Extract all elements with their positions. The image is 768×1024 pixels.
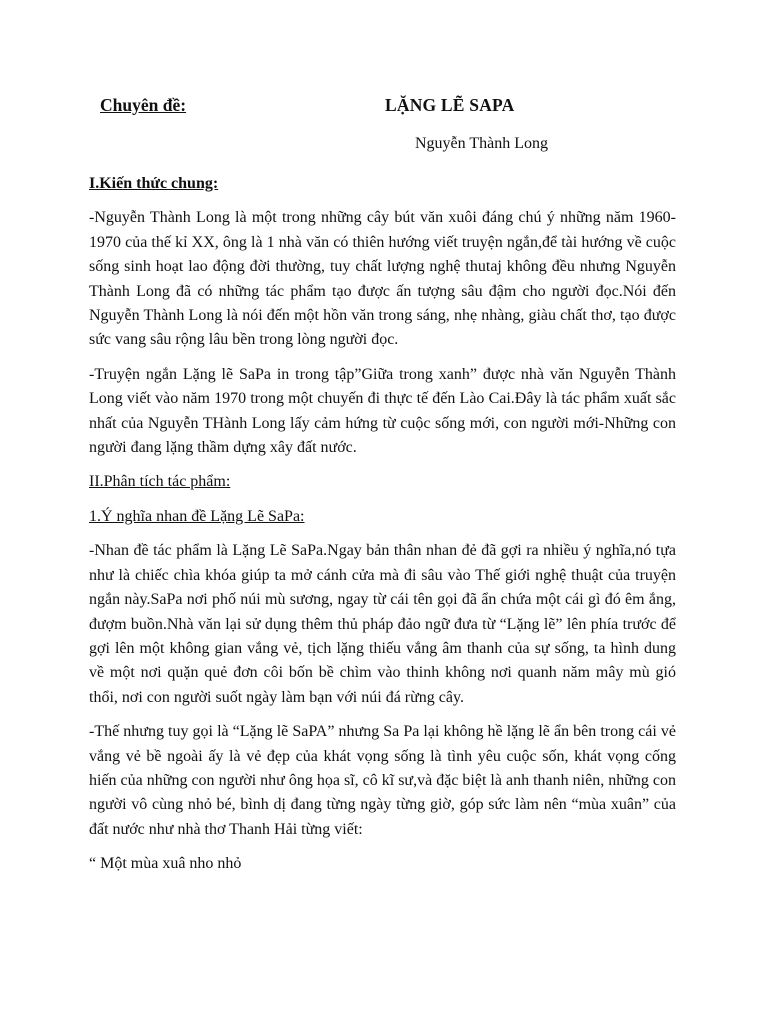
author-name: Nguyễn Thành Long: [415, 135, 549, 152]
poem-quote-line: “ Một mùa xuâ nho nhỏ: [89, 855, 242, 873]
paragraph-author-intro: -Nguyễn Thành Long là một trong những cây bút văn xuôi đáng chú ý những năm 1960-1970 của thế kỉ XX, ông là 1 nhà văn có thiên hướng viết truyện ngắn,để tài hướng về cuộc sống sinh hoạt lao động đời thường, tuy chất lượng nghệ thutaj không đều nhưng Nguyễn Thành Long đã có những tác phẩm tạo được ấn tượng sâu đậm cho người đọc.Nói đến Nguyễn Thành Long là nói đến một hồn văn trong sáng, nhẹ nhàng, giàu chất thơ, tạo được sức vang sâu rộng lâu bền trong lòng người đọc.: [89, 209, 676, 349]
section-heading-analysis: II.Phân tích tác phẩm:: [89, 473, 231, 491]
document-title: LẶNG LẼ SAPA: [385, 95, 515, 115]
subsection-heading-title-meaning: 1.Ý nghĩa nhan đề Lặng Lẽ SaPa:: [89, 507, 305, 525]
section-heading-general-knowledge: I.Kiến thức chung:: [89, 175, 219, 192]
document-header: [0, 95, 768, 119]
paragraph-story-origin: -Truyện ngắn Lặng lẽ SaPa in trong tập”Giữa trong xanh” được nhà văn Nguyễn Thành Long viết vào năm 1970 trong một chuyến đi thực tế đến Lào Cai.Đây là tác phẩm xuất sắc nhất của Nguyễn THành Long lấy cảm hứng từ cuộc sống mới, con người mới-Những con người đang lặng thầm dựng xây đất nước.: [89, 365, 676, 457]
paragraph-title-meaning: -Nhan đề tác phẩm là Lặng Lẽ SaPa.Ngay bản thân nhan đẻ đã gợi ra nhiều ý nghĩa,nó tựa như là chiếc chìa khóa giúp ta mở cánh cửa mà đi sâu vào Thế giới nghệ thuật của truyện ngắn này.SaPa nơi phố núi mù sương, ngay từ cái tên gọi đã ẩn chứa một cái gì đó êm ắng, đượm buồn.Nhà văn lại sử dụng thêm thủ pháp đảo ngữ đưa từ “Lặng lẽ” lên phía trước để gợi lên một không gian vắng vẻ, tịch lặng thiếu vắng âm thanh của sự sống, ta hình dung về một nơi quặn quẻ đơn côi bốn bề chìm vào thinh không nơi quanh năm mây mù gió thổi, nơi con người suốt ngày làm bạn với núi đá rừng cây.: [89, 542, 676, 706]
subject-label: Chuyên đề:: [100, 95, 187, 115]
document-body: [89, 172, 676, 877]
paragraph-hidden-beauty: -Thế nhưng tuy gọi là “Lặng lẽ SaPA” nhưng Sa Pa lại không hề lặng lẽ ẩn bên trong cái vẻ vắng vẻ bề ngoài ấy là vẻ đẹp của khát vọng sống là tình yêu cuộc sốn, khát vọng cống hiến của những con người như ông họa sĩ, cô kĩ sư,và đặc biệt là anh thanh niên, những con người vô cùng nhỏ bé, bình dị đang từng ngày từng giờ, góp sức làm nên “mùa xuân” của đất nước như nhà thơ Thanh Hải từng viết:: [89, 723, 676, 838]
